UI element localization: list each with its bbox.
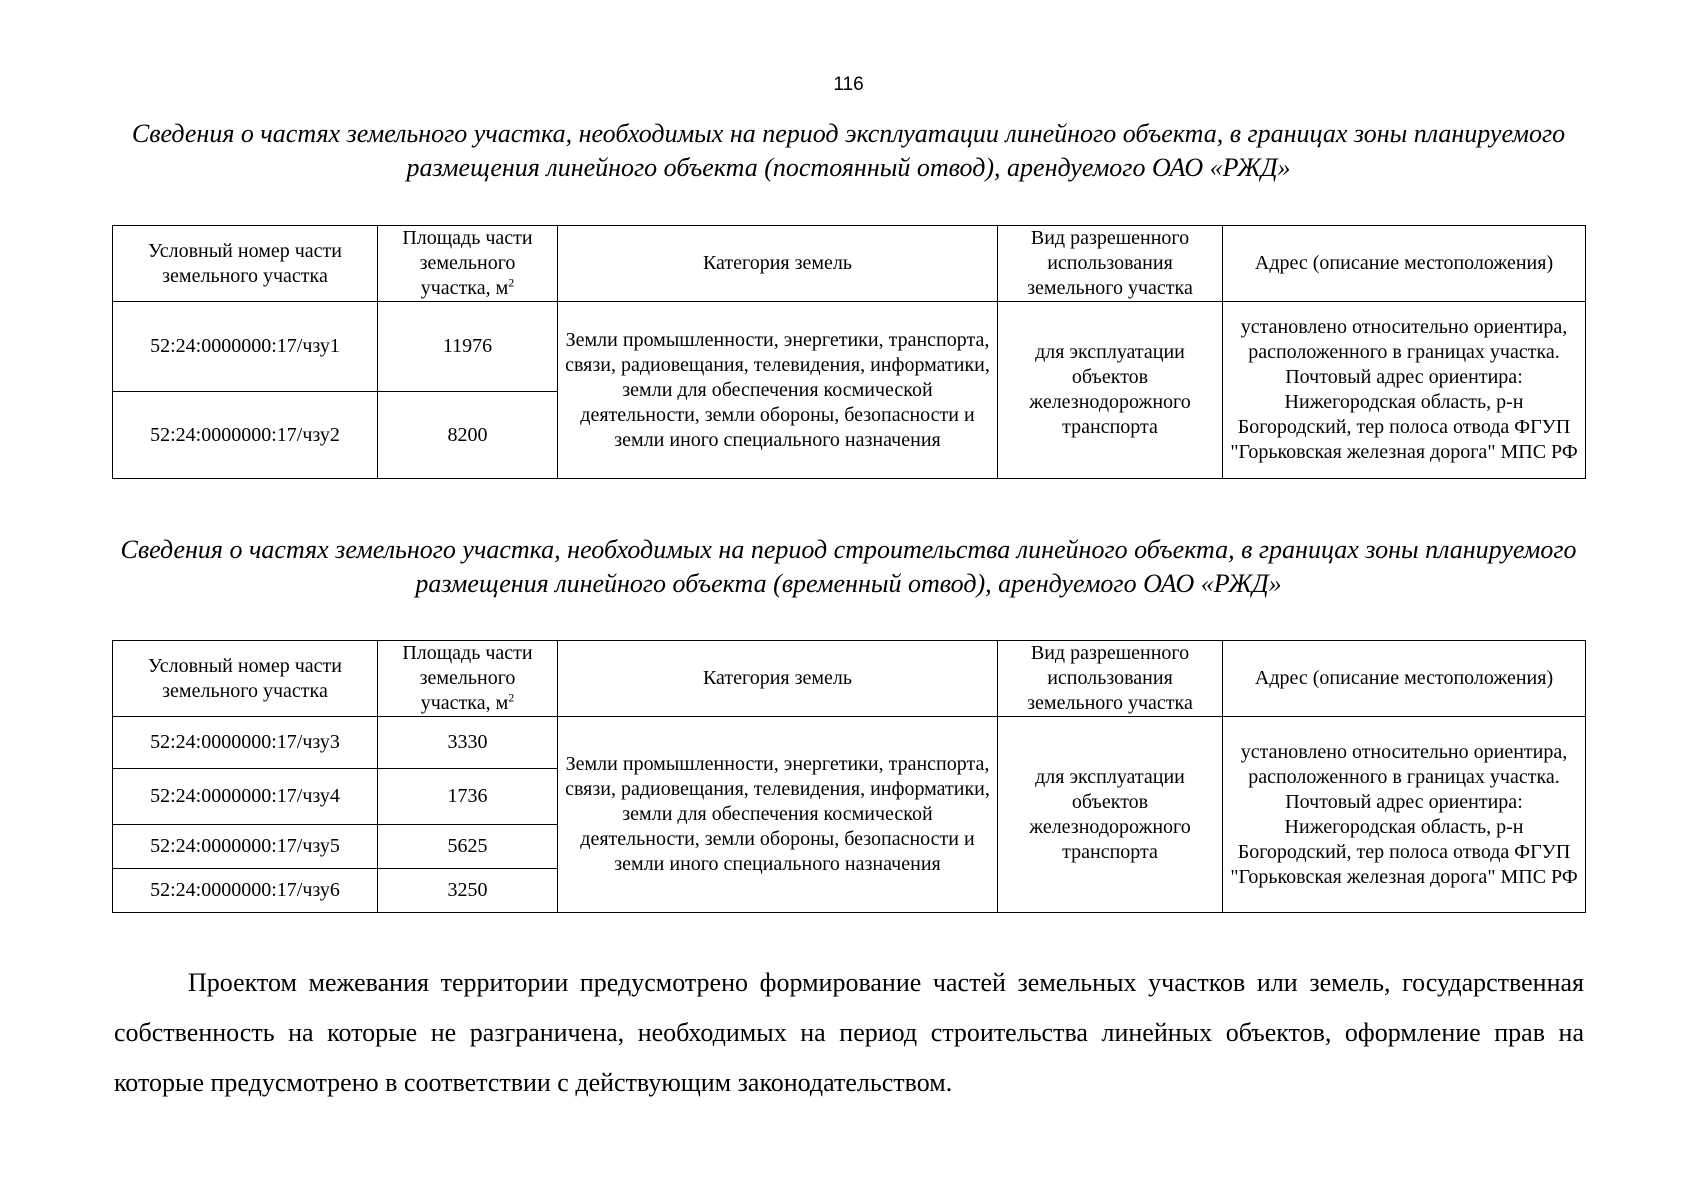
header-area-sup: 2 (508, 690, 515, 705)
area-cell: 8200 (378, 392, 558, 479)
section-title-temporary: Сведения о частях земельного участка, необходимых на период строительства линейного объекта, в границах зоны планируемого размещения линейного объекта (временный отвод), арендуемого ОАО «РЖД» (120, 535, 1577, 598)
land-category-cell: Земли промышленности, энергетики, транспорта, связи, радиовещания, телевидения, информатики, земли для обеспечения космической деятельности, земли обороны, безопасности и земли иного специального назначения (558, 302, 998, 479)
header-area-label: Площадь части земельного участка, м (402, 642, 533, 714)
header-address: Адрес (описание местоположения) (1223, 226, 1586, 302)
land-category-cell: Земли промышленности, энергетики, транспорта, связи, радиовещания, телевидения, информатики, земли для обеспечения космической деятельности, земли обороны, безопасности и земли иного специального назначения (558, 717, 998, 913)
table-row (113, 302, 1586, 392)
body-paragraph: Проектом межевания территории предусмотрено формирование частей земельных участков или земель, государственная собственность на которые не разграничена, необходимых на период строительства линейных объектов, оформление прав на которые предусмотрено в соответствии с действующим законодательством. (114, 968, 1584, 1097)
section-title-permanent: Сведения о частях земельного участка, необходимых на период эксплуатации линейного объекта, в границах зоны планируемого размещения линейного объекта (постоянный отвод), арендуемого ОАО «РЖД» (131, 119, 1566, 182)
part-number-cell: 52:24:0000000:17/чзу1 (113, 302, 378, 392)
header-permitted-use: Вид разрешенного использования земельного участка (998, 226, 1223, 302)
header-land-category: Категория земель (558, 641, 998, 717)
header-area-sup: 2 (508, 275, 515, 290)
page-number: 116 (833, 74, 864, 95)
part-number-cell: 52:24:0000000:17/чзу5 (113, 825, 378, 869)
area-cell: 3330 (378, 717, 558, 769)
header-part-number: Условный номер части земельного участка (113, 641, 378, 717)
part-number-cell: 52:24:0000000:17/чзу4 (113, 769, 378, 825)
address-cell: установлено относительно ориентира, расположенного в границах участка. Почтовый адрес ориентира: Нижегородская область, р-н Богородский, тер полоса отвода ФГУП "Горьковская железная дорога" МПС РФ (1223, 302, 1586, 479)
area-cell: 5625 (378, 825, 558, 869)
header-address: Адрес (описание местоположения) (1223, 641, 1586, 717)
permitted-use-cell: для эксплуатации объектов железнодорожного транспорта (998, 302, 1223, 479)
table-header-row (113, 226, 1586, 302)
header-area (378, 226, 558, 302)
part-number-cell: 52:24:0000000:17/чзу2 (113, 392, 378, 479)
area-cell: 1736 (378, 769, 558, 825)
header-area (378, 641, 558, 717)
address-cell: установлено относительно ориентира, расположенного в границах участка. Почтовый адрес ориентира: Нижегородская область, р-н Богородский, тер полоса отвода ФГУП "Горьковская железная дорога" МПС РФ (1223, 717, 1586, 913)
header-permitted-use: Вид разрешенного использования земельного участка (998, 641, 1223, 717)
part-number-cell: 52:24:0000000:17/чзу6 (113, 869, 378, 913)
header-part-number: Условный номер части земельного участка (113, 226, 378, 302)
table-header-row (113, 641, 1586, 717)
area-cell: 11976 (378, 302, 558, 392)
temporary-allotment-table (112, 640, 1586, 913)
header-area-label: Площадь части земельного участка, м (402, 227, 533, 299)
permitted-use-cell: для эксплуатации объектов железнодорожного транспорта (998, 717, 1223, 913)
table-row (113, 717, 1586, 769)
permanent-allotment-table (112, 225, 1586, 479)
header-land-category: Категория земель (558, 226, 998, 302)
area-cell: 3250 (378, 869, 558, 913)
part-number-cell: 52:24:0000000:17/чзу3 (113, 717, 378, 769)
